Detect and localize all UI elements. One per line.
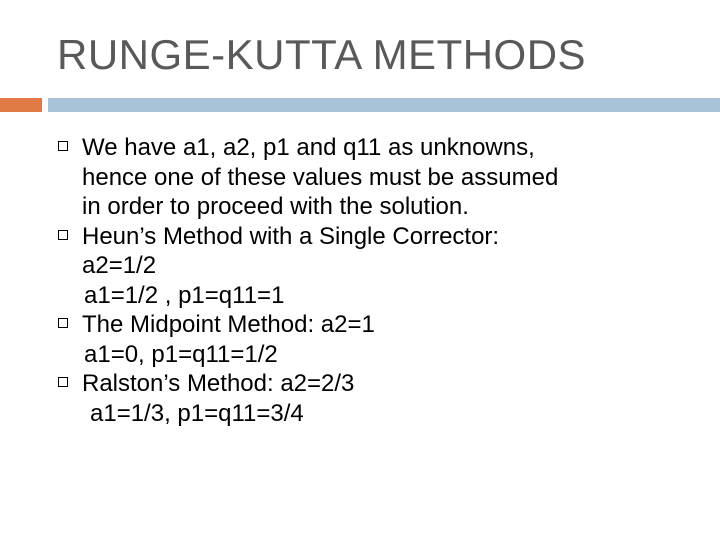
bullet-item [58, 310, 708, 369]
square-bullet-icon [58, 230, 68, 240]
bullet-item [58, 369, 708, 428]
slide-title: RUNGE-KUTTA METHODS [57, 31, 587, 78]
bullet-text: a2=1/2 [82, 252, 157, 279]
bullet-text: hence one of these values must be assumed [82, 163, 559, 191]
bullet-text: We have a1, a2, p1 and q11 as unknowns, [82, 134, 535, 161]
bullet-text: Ralston’s Method: a2=2/3 [82, 370, 355, 397]
square-bullet-icon [58, 318, 68, 328]
bullet-item [58, 133, 708, 222]
bullet-text: The Midpoint Method: a2=1 [82, 311, 375, 338]
title-underline-bar [48, 98, 720, 112]
bullet-text: in order to proceed with the solution. [82, 193, 469, 220]
bullet-text: Heun’s Method with a Single Corrector: [82, 222, 500, 250]
square-bullet-icon [58, 377, 68, 387]
square-bullet-icon [58, 141, 68, 151]
bullet-item [58, 222, 708, 311]
bullet-list [58, 133, 708, 428]
bullet-text: a1=1/3, p1=q11=3/4 [90, 399, 304, 427]
accent-bar [0, 98, 42, 112]
bullet-text: a1=0, p1=q11=1/2 [84, 340, 278, 368]
bullet-text: a1=1/2 , p1=q11=1 [84, 281, 285, 309]
